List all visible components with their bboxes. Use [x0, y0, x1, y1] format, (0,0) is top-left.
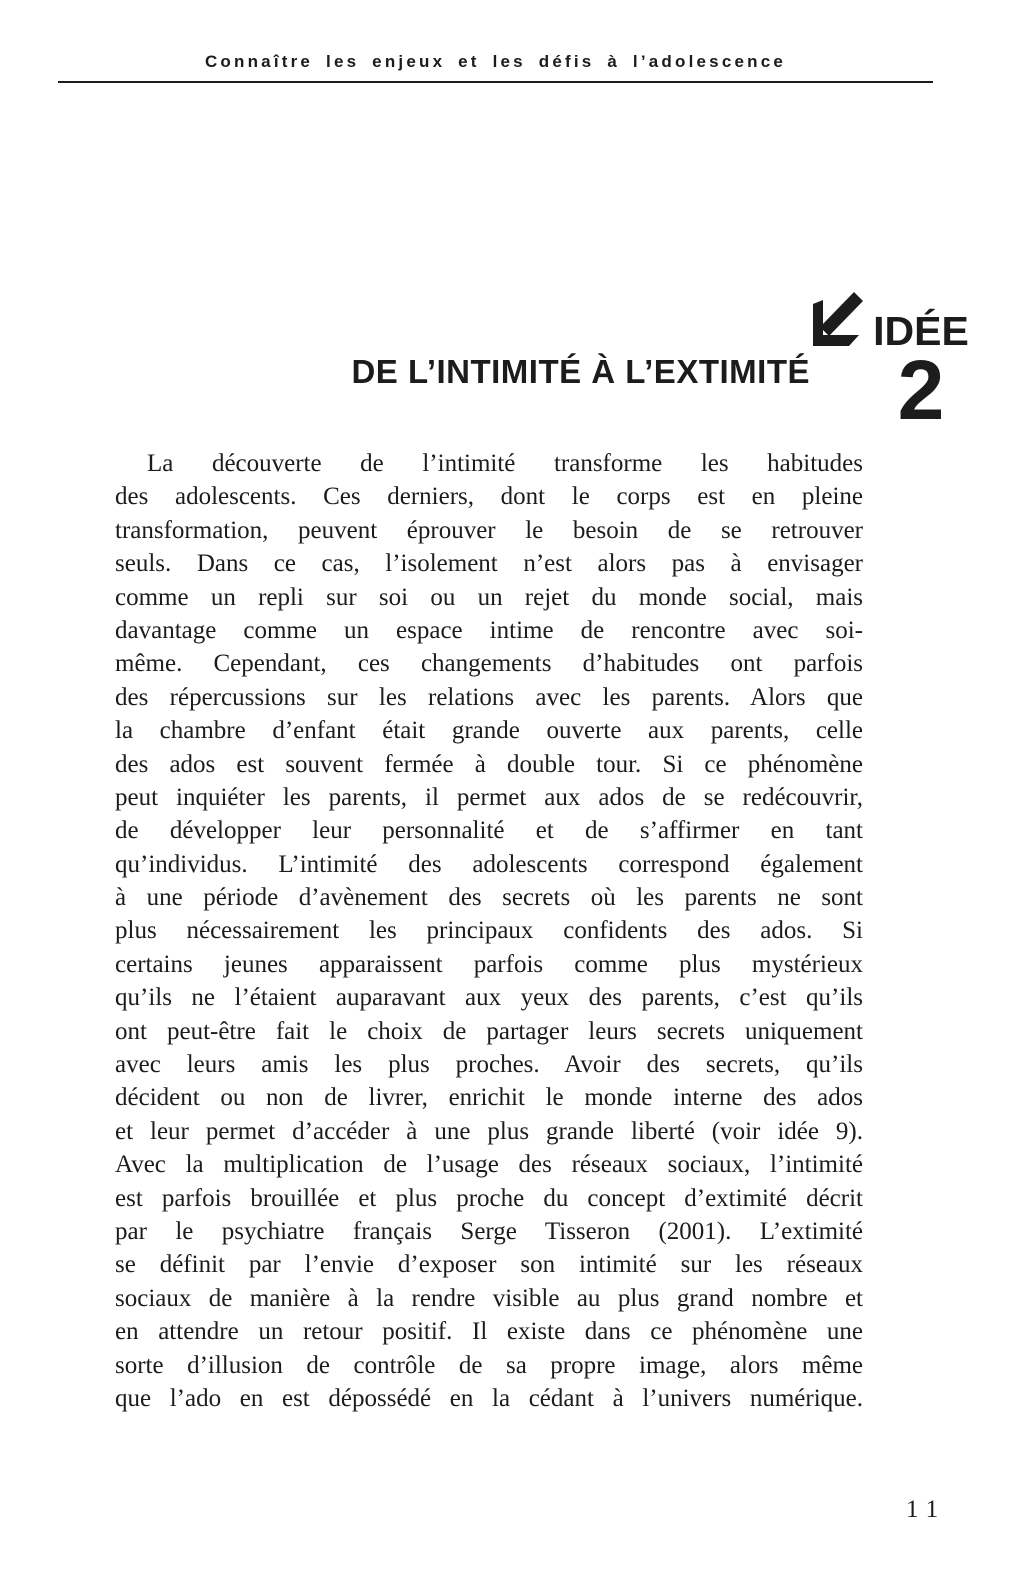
body-line: certains jeunes apparaissent parfois comme plus mystérieux [115, 950, 863, 978]
body-line: décident ou non de livrer, enrichit le monde interne des ados [115, 1084, 863, 1112]
southwest-arrow-icon [806, 291, 864, 349]
body-line: qu’ils ne l’étaient auparavant aux yeux des parents, c’est qu’ils [115, 984, 863, 1012]
body-line: comme un repli sur soi ou un rejet du monde social, mais [115, 583, 863, 611]
body-line: davantage comme un espace intime de rencontre avec soi- [115, 616, 863, 644]
body-line: et leur permet d’accéder à une plus grande liberté (voir idée 9). [115, 1117, 863, 1145]
body-line: des ados est souvent fermée à double tour. Si ce phénomène [115, 750, 863, 778]
body-line: seuls. Dans ce cas, l’isolement n’est alors pas à envisager [115, 550, 863, 578]
body-line: qu’individus. L’intimité des adolescents correspond également [115, 850, 863, 878]
body-line: à une période d’avènement des secrets où les parents ne sont [115, 884, 863, 912]
body-line: la chambre d’enfant était grande ouverte aux parents, celle [115, 717, 863, 745]
body-line: peut inquiéter les parents, il permet aux ados de se redécouvrir, [115, 783, 863, 811]
header-rule [58, 81, 933, 83]
body-line: sorte d’illusion de contrôle de sa propre image, alors même [115, 1351, 863, 1379]
body-line: se définit par l’envie d’exposer son intimité sur les réseaux [115, 1251, 863, 1279]
body-line: par le psychiatre français Serge Tisseron (2001). L’extimité [115, 1217, 863, 1245]
running-header: Connaître les enjeux et les défis à l’adolescence [204, 52, 787, 71]
body-line: des répercussions sur les relations avec les parents. Alors que [115, 683, 863, 711]
page-number: 11 [906, 1496, 947, 1523]
chapter-title: DE L’INTIMITÉ À L’EXTIMITÉ [351, 353, 810, 390]
body-line: transformation, peuvent éprouver le besoin de se retrouver [115, 516, 863, 544]
body-line: même. Cependant, ces changements d’habitudes ont parfois [115, 650, 863, 678]
body-line: Avec la multiplication de l’usage des réseaux sociaux, l’intimité [115, 1151, 863, 1179]
idea-number: 2 [897, 343, 945, 437]
body-text [115, 447, 863, 1415]
body-line: avec leurs amis les plus proches. Avoir des secrets, qu’ils [115, 1051, 863, 1079]
body-line: des adolescents. Ces derniers, dont le corps est en pleine [115, 483, 863, 511]
body-line: plus nécessairement les principaux confidents des ados. Si [115, 917, 863, 945]
body-line: La découverte de l’intimité transforme les habitudes [147, 450, 863, 477]
body-line: de développer leur personnalité et de s’affirmer en tant [115, 817, 863, 845]
body-line: est parfois brouillée et plus proche du concept d’extimité décrit [115, 1184, 863, 1212]
body-line: que l’ado en est dépossédé en la cédant à l’univers numérique. [115, 1384, 863, 1412]
body-line: sociaux de manière à la rendre visible au plus grand nombre et [115, 1284, 863, 1312]
body-line: ont peut-être fait le choix de partager leurs secrets uniquement [115, 1017, 863, 1045]
idea-label: IDÉE [873, 308, 969, 354]
body-line: en attendre un retour positif. Il existe dans ce phénomène une [115, 1318, 863, 1346]
